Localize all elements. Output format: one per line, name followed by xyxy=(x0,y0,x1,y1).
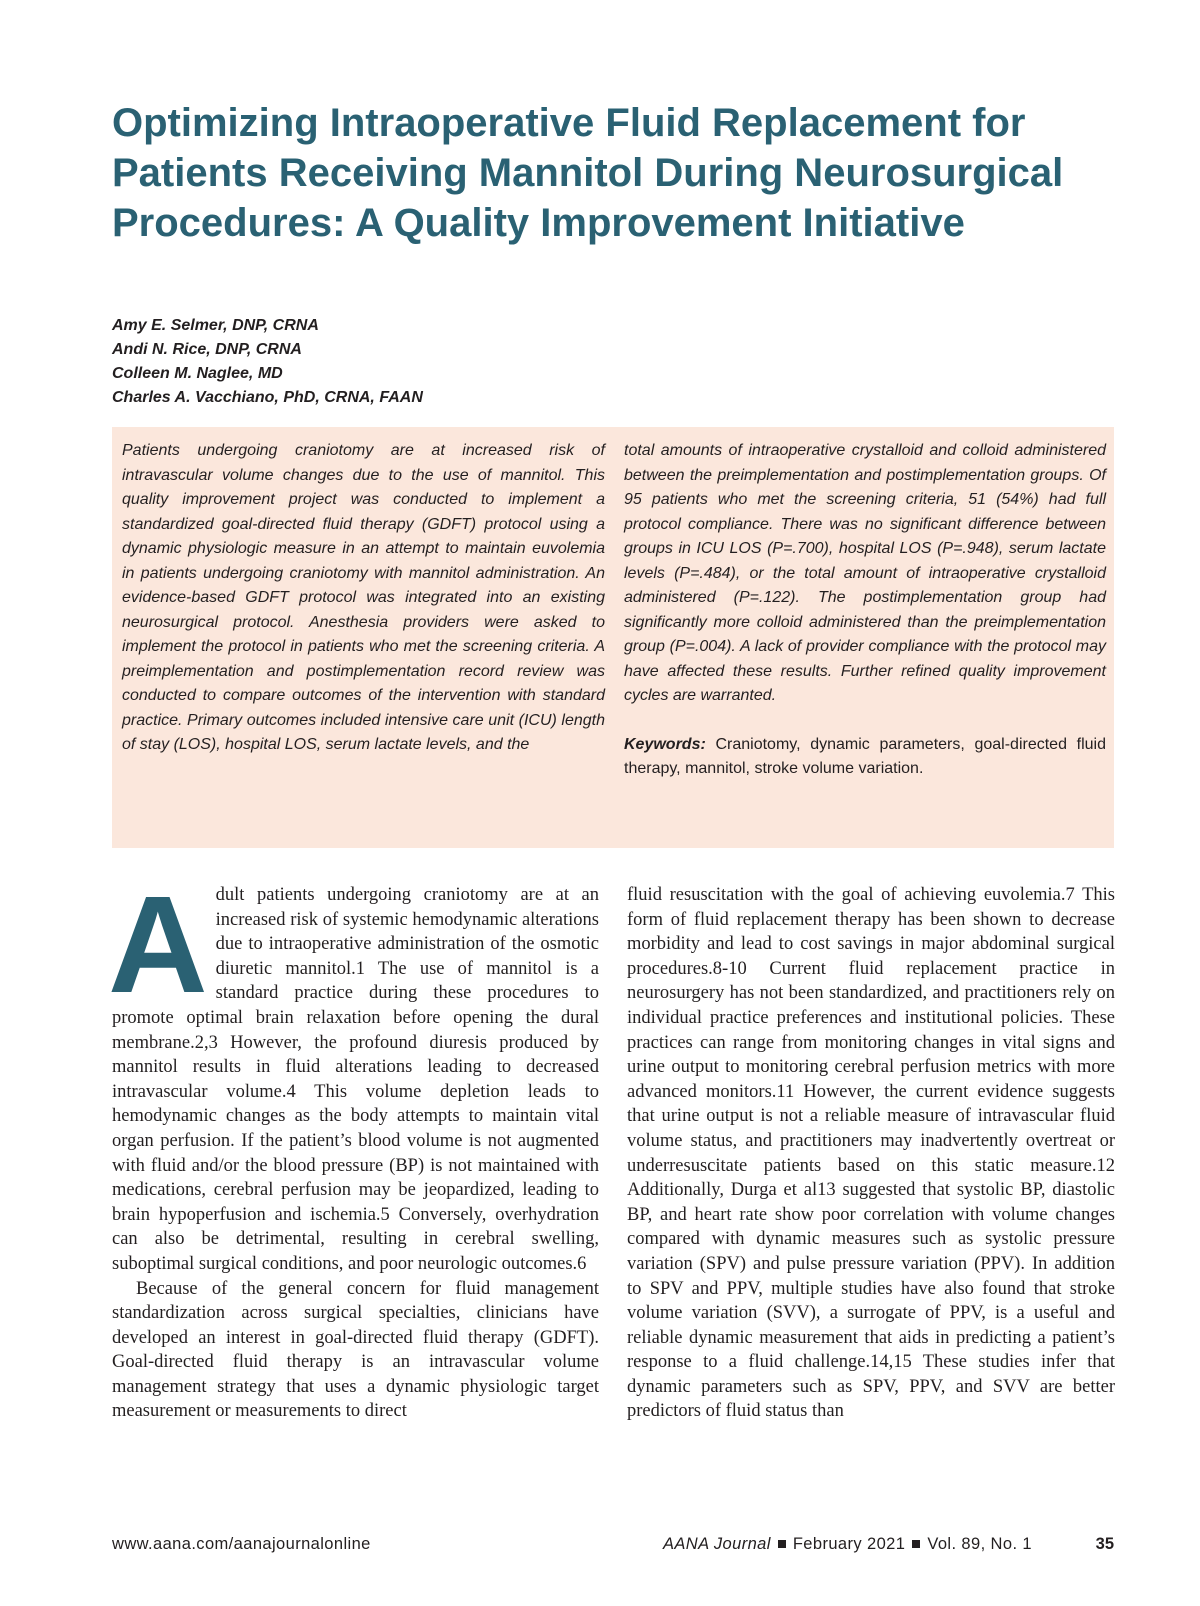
page-footer xyxy=(112,1535,1114,1559)
square-bullet-icon xyxy=(912,1540,920,1548)
keywords-text: Craniotomy, dynamic parameters, goal-directed fluid therapy, mannitol, stroke volume variation. xyxy=(624,735,1106,777)
abstract-right-column xyxy=(624,439,1106,782)
author: Colleen M. Naglee, MD xyxy=(112,365,283,382)
author: Amy E. Selmer, DNP, CRNA xyxy=(112,317,319,334)
body-paragraph xyxy=(108,868,599,1277)
author-list xyxy=(112,314,712,410)
keywords xyxy=(624,733,1106,782)
article-title: Optimizing Intraoperative Fluid Replacement for Patients Receiving Mannitol During Neurosurgical Procedures: A Quality Improvement Initiative xyxy=(112,101,1064,245)
body-paragraph: fluid resuscitation with the goal of achieving euvolemia.7 This form of fluid replacement therapy has been shown to decrease morbidity and lead to cost savings in major abdominal surgical procedures.8-10 Current fluid replacement practice in neurosurgery has not been standardized, and practitioners rely on individual practice preferences and institutional policies. These practices can range from monitoring changes in vital signs and urine output to monitoring cerebral perfusion metrics with more advanced monitors.11 However, the current evidence suggests that urine output is not a reliable measure of intravascular fluid volume status, and practitioners may inadvertently overtreat or underresuscitate patients based on this static measure.12 Additionally, Durga et al13 suggested that systolic BP, diastolic BP, and heart rate show poor correlation with volume changes compared with dynamic measures such as systolic pressure variation (SPV) and pulse pressure variation (PPV). In addition to SPV and PPV, multiple studies have also found that stroke volume variation (SVV), a surrogate of PPV, is a useful and reliable dynamic measurement that aids in predicting a patient’s response to a fluid challenge.14,15 These studies infer that dynamic parameters such as SPV, PPV, and SVV are better predictors of fluid status than xyxy=(627,885,1115,1422)
body-paragraph: Because of the general concern for fluid management standardization across surgical specialties, clinicians have developed an interest in goal-directed fluid therapy (GDFT). Goal-directed fluid therapy is an intravascular volume management strategy that uses a dynamic physiologic target measurement or measurements to direct xyxy=(112,1278,599,1422)
body-right-column xyxy=(627,883,1115,1424)
drop-cap: A xyxy=(108,868,208,1022)
body-paragraph-text: dult patients undergoing craniotomy are at an increased risk of systemic hemodynamic alterations due to intraoperative administration of the osmotic diuretic mannitol.1 The use of mannitol is a standard practice during these procedures to promote optimal brain relaxation before opening the dural membrane.2,3 However, the profound diuresis produced by mannitol results in fluid alterations leading to decreased intravascular volume.4 This volume depletion leads to hemodynamic changes as the body attempts to maintain vital organ perfusion. If the patient’s blood volume is not augmented with fluid and/or the blood pressure (BP) is not maintained with medications, cerebral perfusion may be jeopardized, leading to brain hypoperfusion and ischemia.5 Conversely, overhydration can also be detrimental, resulting in cerebral swelling, suboptimal surgical conditions, and poor neurologic outcomes.6 xyxy=(112,885,599,1274)
issue-date: February 2021 xyxy=(792,1535,906,1553)
volume-issue: Vol. 89, No. 1 xyxy=(927,1535,1032,1553)
author: Andi N. Rice, DNP, CRNA xyxy=(112,341,302,358)
abstract-right-text: total amounts of intraoperative crystalloid and colloid administered between the preimplementation and postimplementation groups. Of 95 patients who met the screening criteria, 51 (54%) had full protocol compliance. There was no significant difference between groups in ICU LOS (P=.700), hospital LOS (P=.948), serum lactate levels (P=.484), or the total amount of intraoperative crystalloid administered (P=.122). The postimplementation group had significantly more colloid administered than the preimplementation group (P=.004). A lack of provider compliance with the protocol may have affected these results. Further refined quality improvement cycles are warranted. xyxy=(624,442,1106,704)
body-left-column xyxy=(108,868,599,1424)
author: Charles A. Vacchiano, PhD, CRNA, FAAN xyxy=(112,389,423,406)
keywords-label: Keywords: xyxy=(624,735,706,753)
page-number: 35 xyxy=(1095,1535,1114,1553)
abstract-box xyxy=(112,427,1114,848)
journal-citation xyxy=(663,1535,1032,1554)
journal-url[interactable]: www.aana.com/aanajournalonline xyxy=(112,1535,371,1553)
abstract-left-column: Patients undergoing craniotomy are at increased risk of intravascular volume changes due to the use of mannitol. This quality improvement project was conducted to implement a standardized goal-directed fluid therapy (GDFT) protocol using a dynamic physiologic measure in an attempt to maintain euvolemia in patients undergoing craniotomy with mannitol administration. An evidence-based GDFT protocol was integrated into an existing neurosurgical protocol. Anesthesia providers were asked to implement the protocol in patients who met the screening criteria. A preimplementation and postimplementation record review was conducted to compare outcomes of the intervention with standard practice. Primary outcomes included intensive care unit (ICU) length of stay (LOS), hospital LOS, serum lactate levels, and the xyxy=(122,442,605,753)
square-bullet-icon xyxy=(778,1540,786,1548)
journal-name: AANA Journal xyxy=(662,1535,771,1553)
